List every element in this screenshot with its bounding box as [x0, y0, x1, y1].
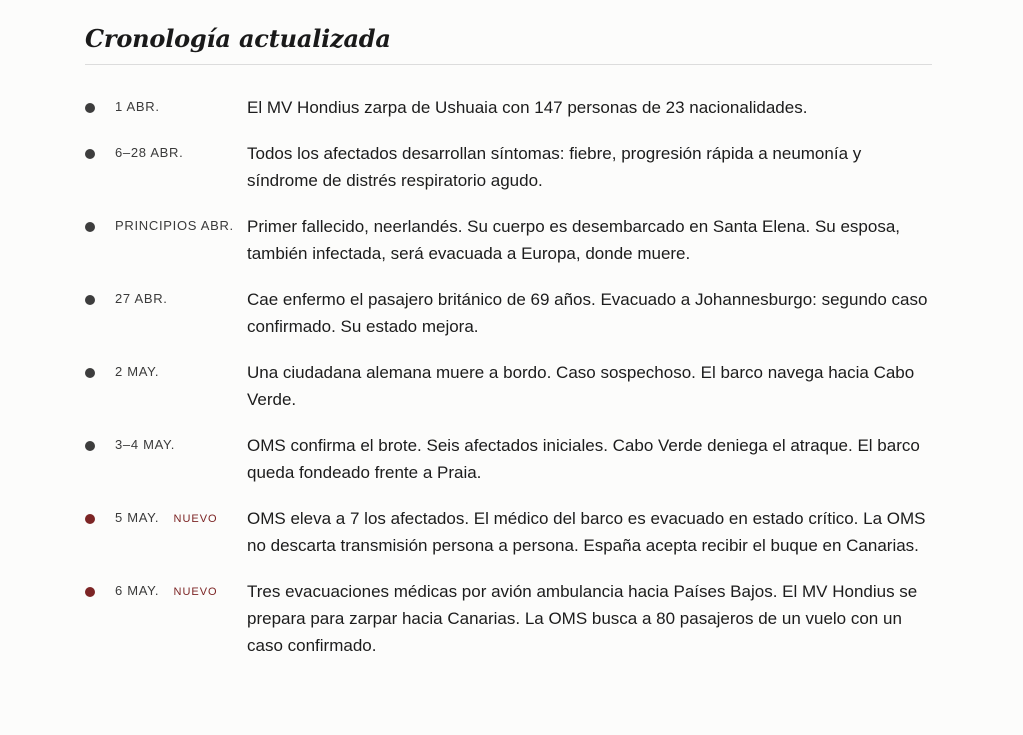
timeline-text: OMS eleva a 7 los afectados. El médico del barco es evacuado en estado crítico. La OMS no descarta transmisión persona a persona. España acepta recibir el buque en Canarias.: [247, 509, 926, 555]
timeline-date: 1 ABR.: [115, 99, 160, 114]
timeline-text: Primer fallecido, neerlandés. Su cuerpo es desembarcado en Santa Elena. Su esposa, también infectada, será evacuada a Europa, donde muere.: [247, 217, 901, 263]
timeline-text: El MV Hondius zarpa de Ushuaia con 147 personas de 23 nacionalidades.: [247, 98, 808, 117]
timeline-item: [85, 432, 935, 486]
timeline-date: 27 ABR.: [115, 291, 168, 306]
timeline-date: 3–4 MAY.: [115, 437, 176, 452]
timeline-text: Tres evacuaciones médicas por avión ambulancia hacia Países Bajos. El MV Hondius se prepara para zarpar hacia Canarias. La OMS busca a 80 pasajeros de un vuelo con un caso confirmado.: [247, 582, 918, 655]
timeline-item: [85, 94, 935, 121]
timeline-text: Una ciudadana alemana muere a bordo. Caso sospechoso. El barco navega hacia Cabo Verde.: [247, 363, 915, 409]
timeline-dot-new: [85, 514, 95, 524]
timeline-date: 5 MAY.: [115, 510, 160, 525]
timeline-item: [85, 505, 935, 559]
timeline-dot: [85, 368, 95, 378]
timeline-date: 6 MAY.: [115, 583, 160, 598]
section-header: [85, 22, 932, 65]
timeline-text: Todos los afectados desarrollan síntomas: fiebre, progresión rápida a neumonía y síndrome de distrés respiratorio agudo.: [247, 144, 862, 190]
timeline-item: [85, 213, 935, 267]
new-badge: NUEVO: [173, 586, 218, 598]
timeline-date-block: [115, 582, 247, 601]
new-badge: NUEVO: [173, 513, 218, 525]
timeline-item: [85, 578, 935, 659]
timeline-dot: [85, 441, 95, 451]
timeline-date-block: [115, 217, 247, 234]
timeline-dot-new: [85, 587, 95, 597]
timeline-dot: [85, 295, 95, 305]
timeline-item: [85, 286, 935, 340]
timeline-item: [85, 359, 935, 413]
timeline-date-block: [115, 436, 247, 453]
timeline-dot: [85, 222, 95, 232]
timeline-date: PRINCIPIOS ABR.: [115, 218, 234, 233]
timeline-dot: [85, 103, 95, 113]
timeline-date-block: [115, 363, 247, 380]
page-title: Cronología actualizada: [85, 24, 391, 53]
timeline-date-block: [115, 144, 247, 161]
timeline-list: [85, 94, 935, 659]
timeline-date: 2 MAY.: [115, 364, 160, 379]
timeline-text: Cae enfermo el pasajero británico de 69 años. Evacuado a Johannesburgo: segundo caso confirmado. Su estado mejora.: [247, 290, 928, 336]
timeline-item: [85, 140, 935, 194]
timeline-text: OMS confirma el brote. Seis afectados iniciales. Cabo Verde deniega el atraque. El barco queda fondeado frente a Praia.: [247, 436, 920, 482]
timeline-date-block: [115, 98, 247, 115]
timeline-date-block: [115, 509, 247, 528]
timeline-date-block: [115, 290, 247, 307]
timeline-date: 6–28 ABR.: [115, 145, 184, 160]
timeline-dot: [85, 149, 95, 159]
